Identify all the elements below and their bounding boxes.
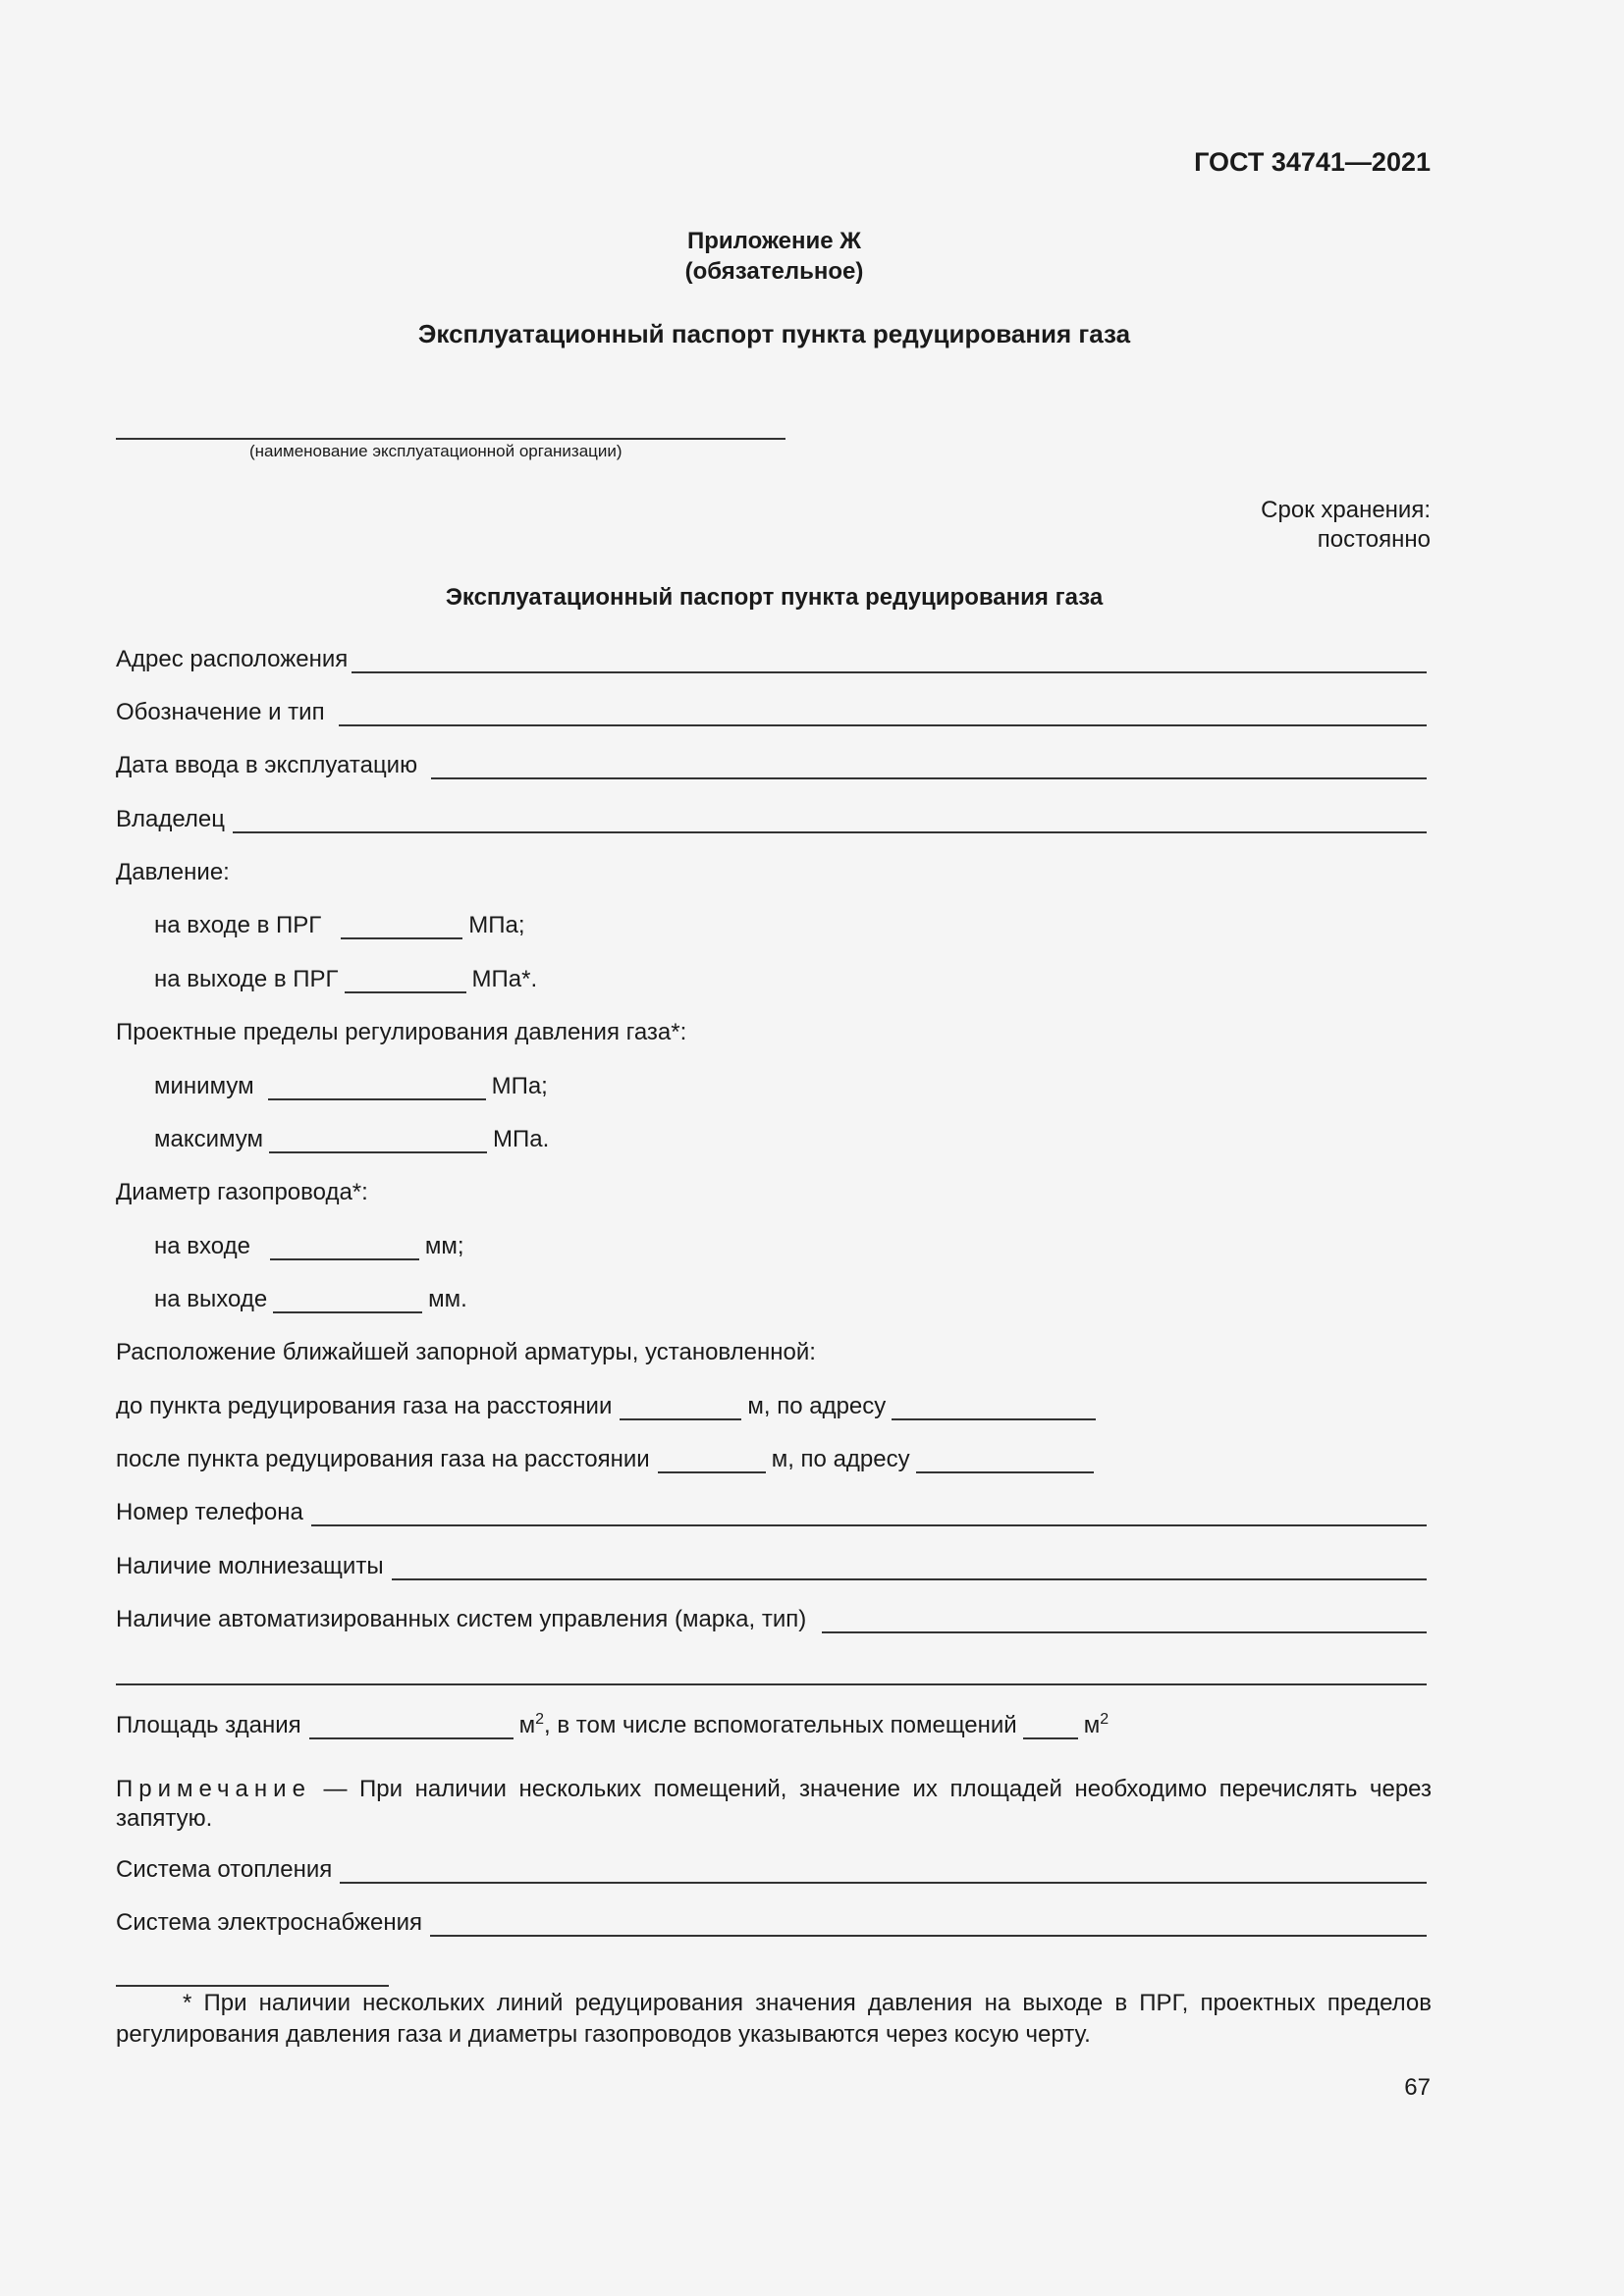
diam-inlet-row	[154, 1227, 464, 1260]
storage-value: постоянно	[1317, 526, 1431, 553]
area-label: Площадь здания	[116, 1712, 301, 1738]
passport-title: Эксплуатационный паспорт пункта редуцирования газа	[445, 584, 1104, 611]
min-label: минимум	[154, 1073, 254, 1099]
diam-outlet-unit: мм.	[428, 1286, 467, 1312]
heating-label: Система отопления	[116, 1856, 333, 1883]
pressure-outlet-label: на выходе в ПРГ	[154, 966, 339, 992]
lightning-row	[116, 1547, 1427, 1580]
diam-inlet-unit: мм;	[424, 1233, 464, 1259]
pressure-outlet-row	[154, 960, 537, 993]
lightning-field[interactable]	[392, 1551, 1427, 1580]
power-field[interactable]	[430, 1907, 1427, 1937]
power-row	[116, 1903, 1427, 1937]
page-title: Эксплуатационный паспорт пункта редуцирования газа	[417, 319, 1131, 348]
automation-label: Наличие автоматизированных систем управления (марка, тип)	[116, 1606, 807, 1632]
automation-continuation-field[interactable]	[116, 1656, 1427, 1685]
pressure-outlet-unit: МПа*.	[471, 966, 538, 992]
pressure-inlet-field[interactable]	[341, 910, 462, 939]
before-mid-label: м, по адресу	[747, 1393, 887, 1419]
after-row	[116, 1440, 1427, 1473]
after-address-field[interactable]	[916, 1444, 1094, 1473]
address-field[interactable]	[352, 644, 1427, 673]
min-row	[154, 1067, 548, 1100]
storage-period	[1261, 496, 1431, 555]
appendix-status: (обязательное)	[684, 258, 864, 285]
pressure-outlet-field[interactable]	[345, 964, 466, 993]
before-distance-field[interactable]	[620, 1391, 741, 1420]
pressure-inlet-row	[154, 906, 525, 939]
pressure-label: Давление:	[116, 859, 230, 885]
commission-date-row	[116, 746, 1427, 779]
pressure-inlet-unit: МПа;	[468, 912, 525, 938]
max-field[interactable]	[269, 1124, 487, 1153]
phone-label: Номер телефона	[116, 1499, 303, 1525]
max-unit: МПа.	[493, 1126, 550, 1152]
area-unit: $м^2$, в том числе вспомогательных помещений	[518, 1711, 1017, 1738]
auxiliary-area-field[interactable]	[1023, 1710, 1078, 1739]
organization-caption: (наименование эксплуатационной организации)	[249, 442, 623, 460]
owner-field[interactable]	[233, 804, 1427, 833]
lightning-label: Наличие молниезащиты	[116, 1553, 384, 1579]
valve-label: Расположение ближайшей запорной арматуры, установленной:	[116, 1339, 816, 1365]
commission-date-label: Дата ввода в эксплуатацию	[116, 752, 418, 778]
diam-outlet-field[interactable]	[273, 1284, 422, 1313]
storage-label: Срок хранения:	[1261, 497, 1431, 523]
pressure-row	[116, 853, 1427, 886]
max-label: максимум	[154, 1126, 264, 1152]
area-row	[116, 1706, 1427, 1739]
max-row	[154, 1120, 549, 1153]
area-field[interactable]	[309, 1710, 514, 1739]
appendix-heading	[0, 226, 1548, 287]
diam-inlet-field[interactable]	[270, 1231, 419, 1260]
designation-label: Обозначение и тип	[116, 699, 325, 725]
footnote-rule	[116, 1985, 389, 1987]
diam-outlet-row	[154, 1280, 467, 1313]
phone-field[interactable]	[311, 1497, 1427, 1526]
min-field[interactable]	[268, 1071, 486, 1100]
before-address-field[interactable]	[892, 1391, 1096, 1420]
footnote: * При наличии нескольких линий редуцирования значения давления на выходе в ПРГ, проектных пределов регулирования давления газа и диаметры газопроводов указываются через косую черту.	[116, 1990, 1432, 2048]
diameter-label: Диаметр газопровода*:	[116, 1179, 368, 1205]
power-label: Система электроснабжения	[116, 1909, 422, 1936]
note	[116, 1775, 1432, 1834]
min-unit: МПа;	[491, 1073, 548, 1099]
address-label: Адрес расположения	[116, 646, 349, 672]
heating-field[interactable]	[340, 1854, 1427, 1884]
diameter-row	[116, 1173, 1427, 1206]
automation-continuation-row	[116, 1652, 1427, 1685]
heating-row	[116, 1850, 1427, 1884]
auxiliary-area-unit: $м^2$	[1083, 1711, 1110, 1738]
note-label: Примечание	[116, 1776, 311, 1802]
organization-name-line	[116, 438, 785, 440]
designation-row	[116, 693, 1427, 726]
diam-inlet-label: на входе	[154, 1233, 250, 1259]
after-mid-label: м, по адресу	[771, 1446, 910, 1472]
pressure-inlet-label: на входе в ПРГ	[154, 912, 322, 938]
page-number: 67	[1404, 2074, 1431, 2101]
address-row	[116, 640, 1427, 673]
owner-row	[116, 800, 1427, 833]
owner-label: Владелец	[116, 806, 226, 832]
limits-row	[116, 1013, 1427, 1046]
appendix-name: Приложение Ж	[687, 228, 861, 254]
before-row	[116, 1387, 1427, 1420]
after-distance-field[interactable]	[658, 1444, 766, 1473]
automation-field[interactable]	[822, 1604, 1427, 1633]
after-label: после пункта редуцирования газа на расстоянии	[116, 1446, 650, 1472]
before-label: до пункта редуцирования газа на расстоянии	[116, 1393, 613, 1419]
diam-outlet-label: на выходе	[154, 1286, 268, 1312]
valve-row	[116, 1333, 1427, 1366]
designation-field[interactable]	[339, 697, 1427, 726]
standard-number: ГОСТ 34741—2021	[1194, 147, 1431, 177]
commission-date-field[interactable]	[431, 750, 1427, 779]
automation-row	[116, 1600, 1427, 1633]
phone-row	[116, 1493, 1427, 1526]
note-text: — При наличии нескольких помещений, значение их площадей необходимо перечислять через запятую.	[116, 1776, 1432, 1832]
limits-label: Проектные пределы регулирования давления газа*:	[116, 1019, 687, 1045]
